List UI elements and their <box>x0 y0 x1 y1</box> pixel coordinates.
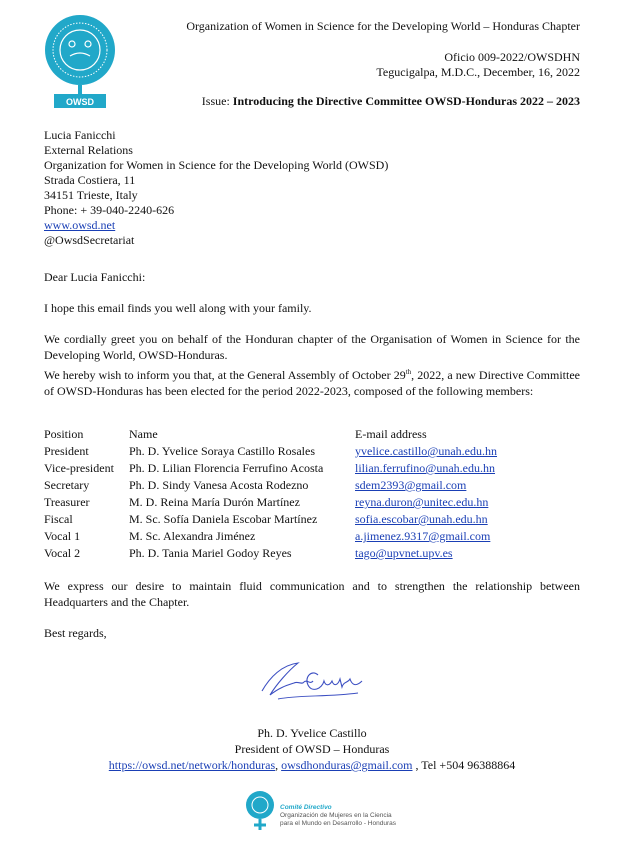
salutation: Dear Lucia Fanicchi: <box>44 270 146 284</box>
paragraph-intro: We cordially greet you on behalf of the Honduran chapter of the Organisation of Women in Science for the Developing World, OWSD-Honduras. <box>44 332 580 362</box>
owsd-honduras-email-link[interactable]: owsdhonduras@gmail.com <box>281 758 413 772</box>
table-row <box>44 444 584 461</box>
table-header <box>44 427 584 444</box>
member-email-link[interactable]: yvelice.castillo@unah.edu.hn <box>355 444 498 458</box>
owsd-honduras-link[interactable]: https://owsd.net/network/honduras <box>108 758 276 772</box>
issue-line <box>202 94 580 109</box>
member-email-link[interactable]: tago@upvnet.upv.es <box>355 546 453 560</box>
reference-number: Oficio 009-2022/OWSDHN <box>444 50 580 64</box>
election-ordinal: th <box>405 368 412 376</box>
recipient-handle: @OwsdSecretariat <box>44 233 135 247</box>
table-row <box>44 495 584 512</box>
table-row <box>44 461 584 478</box>
logo-text: OWSD <box>66 97 94 107</box>
member-email-link[interactable]: lilian.ferrufino@unah.edu.hn <box>355 461 496 475</box>
member-name: Ph. D. Yvelice Soraya Castillo Rosales <box>129 444 315 458</box>
signer-title: President of OWSD – Honduras <box>234 742 390 756</box>
recipient-role: External Relations <box>44 143 133 157</box>
footer-org-line2: para el Mundo en Desarrollo - Honduras <box>280 820 396 827</box>
place-date: Tegucigalpa, M.D.C., December, 16, 2022 <box>376 65 580 79</box>
member-position: Secretary <box>44 478 90 492</box>
contact-separator: , <box>275 758 282 772</box>
header-name: Name <box>129 427 158 441</box>
member-position: President <box>44 444 89 458</box>
member-position: Fiscal <box>44 512 73 526</box>
table-row <box>44 546 584 563</box>
footer-committee: Comité Directivo <box>280 804 332 811</box>
footer-text <box>280 804 396 828</box>
recipient-name: Lucia Fanicchi <box>44 128 116 142</box>
member-name: M. D. Reina María Durón Martínez <box>129 495 300 509</box>
recipient-block <box>44 128 388 248</box>
footer-org-line1: Organización de Mujeres en la Ciencia <box>280 812 392 819</box>
contact-phone: , Tel +504 96388864 <box>412 758 516 772</box>
paragraph-communication: We express our desire to maintain fluid communication and to strengthen the relationship between Headquarters and the Chapter. <box>44 579 580 609</box>
handwritten-signature <box>258 655 370 705</box>
table-row <box>44 478 584 495</box>
member-email-link[interactable]: a.jimenez.9317@gmail.com <box>355 529 491 543</box>
owsd-logo <box>44 14 116 110</box>
header-organization: Organization of Women in Science for the Developing World – Honduras Chapter <box>186 19 580 33</box>
paragraph-election <box>44 364 580 399</box>
member-email-link[interactable]: reyna.duron@unitec.edu.hn <box>355 495 489 509</box>
issue-text: Introducing the Directive Committee OWSD-Honduras 2022 – 2023 <box>232 94 580 108</box>
recipient-city: 34151 Trieste, Italy <box>44 188 138 202</box>
recipient-phone: Phone: + 39-040-2240-626 <box>44 203 175 217</box>
member-email-link[interactable]: sdem2393@gmail.com <box>355 478 467 492</box>
election-text-start: We hereby wish to inform you that, at the General Assembly of October 29 <box>44 368 406 382</box>
paragraph-greeting: I hope this email finds you well along with your family. <box>44 301 312 315</box>
header-position: Position <box>44 427 84 441</box>
recipient-street: Strada Costiera, 11 <box>44 173 136 187</box>
election-text-end: , 2022, a new Directive Committee of OWSD-Honduras has been elected for the period 2022-2023, composed of the following members: <box>44 368 580 398</box>
member-position: Treasurer <box>44 495 90 509</box>
member-email-link[interactable]: sofia.escobar@unah.edu.hn <box>355 512 488 526</box>
member-position: Vocal 2 <box>44 546 81 560</box>
member-name: Ph. D. Tania Mariel Godoy Reyes <box>129 546 292 560</box>
member-name: Ph. D. Lilian Florencia Ferrufino Acosta <box>129 461 324 475</box>
member-name: Ph. D. Sindy Vanesa Acosta Rodezno <box>129 478 309 492</box>
header-email: E-mail address <box>355 427 427 441</box>
signer-name: Ph. D. Yvelice Castillo <box>257 726 367 740</box>
table-row <box>44 512 584 529</box>
recipient-website-link[interactable]: www.owsd.net <box>44 218 116 232</box>
table-row <box>44 529 584 546</box>
contact-line <box>0 758 624 773</box>
members-table <box>44 427 584 567</box>
issue-label: Issue: <box>201 94 233 108</box>
closing: Best regards, <box>44 626 107 640</box>
member-position: Vocal 1 <box>44 529 81 543</box>
member-position: Vice-president <box>44 461 114 475</box>
member-name: M. Sc. Sofía Daniela Escobar Martínez <box>129 512 318 526</box>
footer-owsd-logo <box>244 790 276 832</box>
member-name: M. Sc. Alexandra Jiménez <box>129 529 256 543</box>
recipient-organization: Organization for Women in Science for the Developing World (OWSD) <box>44 158 389 172</box>
